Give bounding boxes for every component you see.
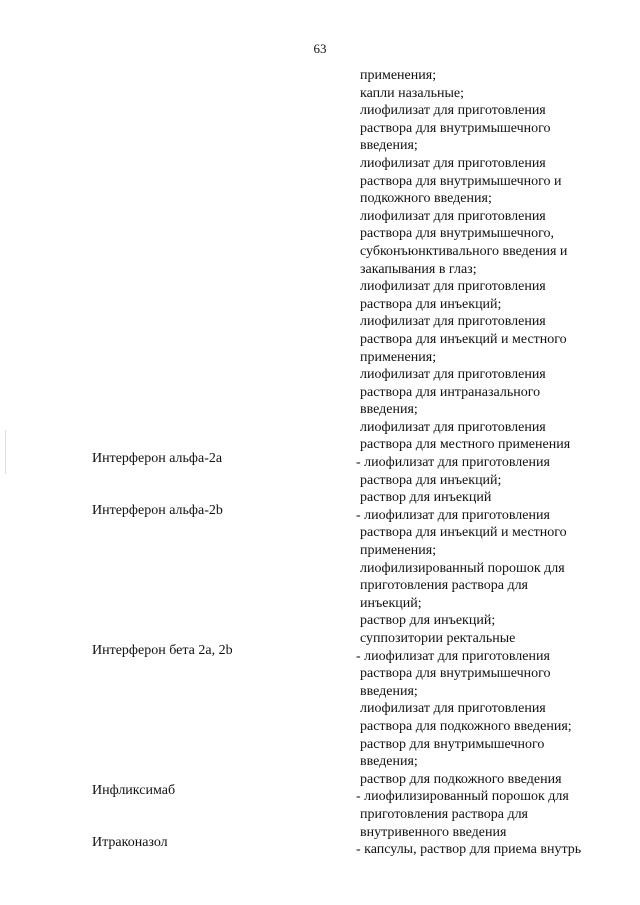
- dosage-form-line: раствора для внутримышечного: [360, 120, 551, 136]
- dosage-form-line: - лиофилизат для приготовления: [356, 648, 550, 664]
- dosage-form-line: раствора для инъекций и местного: [360, 331, 567, 347]
- dosage-form-line: инъекций;: [360, 595, 422, 611]
- dosage-form-line: лиофилизат для приготовления: [360, 419, 546, 435]
- dosage-form-line: раствора для подкожного введения;: [360, 718, 572, 734]
- drug-name-infliximab: Инфликсимаб: [92, 783, 176, 798]
- dosage-form-line: подкожного введения;: [360, 191, 492, 207]
- dosage-form-line: применения;: [360, 543, 437, 559]
- dosage-form-line: субконъюнктивального введения и: [360, 243, 568, 259]
- drug-name-itraconazole: Итраконазол: [92, 835, 168, 850]
- dosage-form-line: раствора для интраназального: [360, 384, 541, 400]
- dosage-form-line: раствора для инъекций и местного: [360, 525, 567, 541]
- dosage-form-line: раствор для инъекций;: [360, 613, 496, 629]
- dosage-form-line: - лиофилизированный порошок для: [356, 789, 569, 805]
- dosage-form-line: раствора для местного применения: [360, 437, 571, 453]
- dosage-form-line: раствор для подкожного введения: [360, 771, 562, 787]
- dosage-form-line: раствор для инъекций: [360, 490, 492, 506]
- page-number: 63: [313, 41, 327, 56]
- dosage-form-line: лиофилизат для приготовления: [360, 701, 546, 717]
- dosage-form-line: раствора для внутримышечного,: [360, 226, 555, 242]
- dosage-form-line: лиофилизированный порошок для: [360, 560, 565, 576]
- drug-name-interferon-beta: Интерферон бета 2а, 2b: [92, 643, 233, 658]
- dosage-form-line: приготовления раствора для: [360, 578, 528, 594]
- dosage-form-line: раствора для внутримышечного: [360, 666, 551, 682]
- dosage-forms-column: [356, 67, 638, 859]
- dosage-form-line: раствора для инъекций;: [360, 472, 502, 488]
- scan-artifact-mark: [5, 430, 6, 474]
- dosage-form-line: применения;: [360, 68, 437, 83]
- dosage-form-line: капли назальные;: [360, 85, 465, 101]
- dosage-form-line: лиофилизат для приготовления: [360, 155, 546, 171]
- dosage-form-line: применения;: [360, 349, 437, 365]
- dosage-form-line: введения;: [360, 402, 418, 418]
- dosage-form-line: лиофилизат для приготовления: [360, 367, 546, 383]
- dosage-form-line: раствор для внутримышечного: [360, 736, 545, 752]
- dosage-form-line: введения;: [360, 754, 418, 770]
- dosage-form-line: - лиофилизат для приготовления: [356, 455, 550, 471]
- dosage-form-line: лиофилизат для приготовления: [360, 103, 546, 119]
- drug-name-interferon-alfa-2b: Интерферон альфа-2b: [92, 503, 223, 518]
- dosage-form-line: раствора для инъекций;: [360, 296, 502, 312]
- dosage-form-line: закапывания в глаз;: [360, 261, 477, 277]
- dosage-form-line: - лиофилизат для приготовления: [356, 507, 550, 523]
- dosage-form-line: лиофилизат для приготовления: [360, 279, 546, 295]
- dosage-form-line: - капсулы, раствор для приема внутрь: [356, 842, 582, 858]
- dosage-form-line: введения;: [360, 683, 418, 699]
- dosage-form-line: введения;: [360, 138, 418, 154]
- dosage-form-line: раствора для внутримышечного и: [360, 173, 562, 189]
- dosage-form-line: приготовления раствора для: [360, 806, 528, 822]
- dosage-form-line: внутривенного введения: [360, 824, 507, 840]
- dosage-form-line: лиофилизат для приготовления: [360, 208, 546, 224]
- dosage-form-line: суппозитории ректальные: [360, 631, 516, 646]
- dosage-form-line: лиофилизат для приготовления: [360, 314, 546, 330]
- drug-name-interferon-alfa-2a: Интерферон альфа-2а: [92, 451, 223, 466]
